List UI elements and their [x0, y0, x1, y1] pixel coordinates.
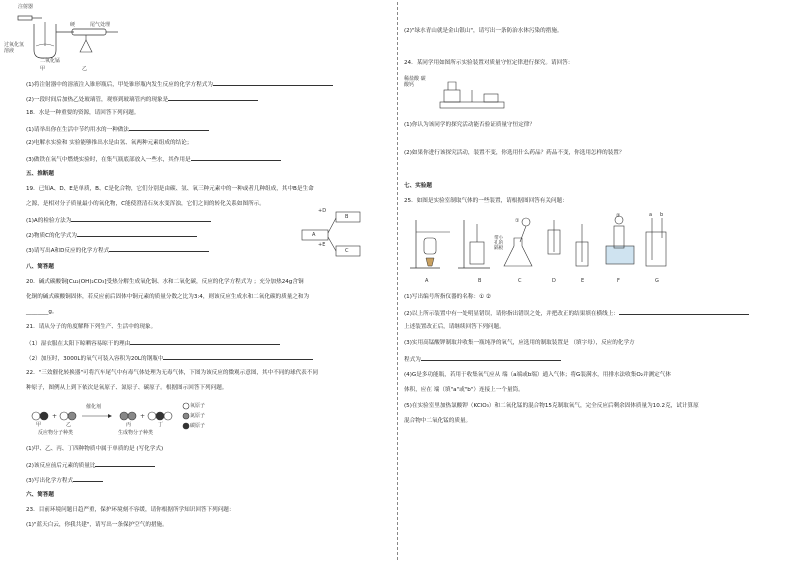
- product-caption: 生成物分子种类: [118, 430, 154, 436]
- q25-4b: 体积，应在 端（填"a"或"b"）连接上一个量筒。: [404, 387, 524, 393]
- q18-line1: (1)请举出你在生活中节约用水的一种做法: [26, 125, 209, 134]
- balance-label: 稀盐酸 碳酸钙: [404, 76, 426, 88]
- reactant-caption: 反应物分子种类: [38, 430, 74, 436]
- label-G: G: [655, 278, 659, 284]
- q25-title: 25．如图是实验室制取气体的一些装置，请根据图回答有关问题：: [404, 198, 568, 204]
- q21-b: （2）加压时，3000L的氧气可装入容积为20L的钢瓶中: [26, 354, 313, 363]
- syringe-label: 注射器: [18, 4, 34, 10]
- mno2-label: 二氧化锰: [40, 58, 61, 64]
- q22-line2: 种原子，图例从上到下依次是氧原子、氮原子、碳原子。根据图示回答下列问题。: [26, 385, 228, 391]
- q25-4: (4)G是多功能瓶，若用于收集氧气应从 端（a端或b端）通入气体；将G装满水，用排水法收集O₂并测定气体: [404, 372, 671, 378]
- q21-a: （1）湿衣服在太阳下晾晒容易晾干的理由: [26, 339, 280, 348]
- q20-line2: 化铜的碱式碳酸铜固体，若反应前后固体中铜元素的质量分数之比为3:4，则该反应生成水和二氧化碳的质量之和为: [26, 294, 310, 300]
- q25-5: (5)在实验室里加热氯酸钾（KClO₃）和二氧化锰的混合物15克制取氧气，完全反应后剩余固体质量为10.2克，试计算原: [404, 403, 699, 409]
- q24-title: 24．某同学用如图所示实验装置对质量守恒定律进行探究。请回答：: [404, 60, 574, 66]
- inference-diagram: [300, 212, 370, 254]
- gas-apparatus-figure: [410, 212, 680, 272]
- q18-title: 18．水是一种重要的资源，请回答下列问题。: [26, 110, 140, 116]
- column-divider: [397, 2, 398, 560]
- section-short-answer-1: 八、简答题: [26, 264, 54, 270]
- apparatus-note: 带小孔的隔板: [494, 236, 504, 251]
- tube-label: 硬: [70, 22, 76, 28]
- label-E: E: [581, 278, 585, 284]
- q17-line2: (2)一段时间后加热乙处玻璃管，观察到玻璃管内的现象是: [26, 95, 258, 104]
- q19-line2: 之源，是相对分子质量最小的氧化物，C能使澄清石灰水变浑浊，它们之间的转化关系如图所示。: [26, 201, 265, 207]
- q19-d: (3)请写出A和D反应的化学方程式: [26, 246, 209, 255]
- svg-text:+: +: [52, 413, 58, 420]
- q24-b: (2)如果你进行该探究活动，装置不变，你选用什么药品？药品不变，你选用怎样的装置？: [404, 150, 625, 156]
- q20-line1: 20．碱式碳酸铜[Cu₂(OH)₂CO₃]受热分解生成氧化铜、水和二氧化碳，反应的化学方程式为 ；充分加热24g含铜: [26, 279, 304, 285]
- q23-b: (2)"绿水青山就是金山银山"，请写出一条防治水体污染的措施。: [404, 28, 563, 34]
- mark-2: ②: [616, 213, 621, 219]
- label-F: F: [617, 278, 620, 284]
- balance-figure: [430, 76, 510, 116]
- q19-c: (2)物质C的化学式为: [26, 231, 197, 240]
- catalyst-label: 催化剂: [86, 404, 102, 410]
- legend-carbon: 碳原子: [190, 423, 206, 429]
- q18-line3: (3)做铁在氧气中燃烧实验时，在集气瓶底部放入一些水，其作用是: [26, 155, 281, 164]
- q22-line1: 22．"三效催化转换器"可将汽车尾气中有毒气体处理为无毒气体，下图为该反应的微观示意图，其中不同的球代表不同: [26, 370, 318, 376]
- q18-line2: (2)电解水实验和 实验能够推出水是由氢、氧两种元素组成的结论；: [26, 140, 193, 146]
- legend-oxygen: 氧原子: [190, 403, 206, 409]
- mark-a: a: [649, 212, 653, 218]
- label-D: D: [552, 278, 556, 284]
- q25-2: (2)以上所示装置中有一处明显错误，请你指出错误之处，并把改正的结果填在横线上：: [404, 309, 749, 318]
- q24-a: (1)你认为该同学的探究活动能否验证质量守恒定律？: [404, 122, 535, 128]
- label-B: B: [478, 278, 482, 284]
- q25-3: (3)实用高锰酸钾制取并收集一瓶纯净的氧气，应选用的制取装置是 （填字母），反应的化学方: [404, 340, 635, 346]
- q22-b: (2)该反应前后元素的质量比: [26, 461, 155, 470]
- ding-label: 丁: [158, 422, 164, 428]
- inf-plus-e: +E: [318, 242, 326, 248]
- q20-line3: ________g。: [26, 309, 58, 315]
- q23-a: (1)"蓝天白云，你我共建"，请写出一条保护空气的措施。: [26, 522, 168, 528]
- q22-a: (1)甲、乙、丙、丁四种物质中属于单质的是 (写化学式): [26, 446, 164, 452]
- q25-1: (1)写出编号所指仪器的名称：① ②: [404, 294, 491, 300]
- inf-plus-d: +D: [318, 208, 327, 214]
- q17-line1: (1)将注射器中的溶液注入锥形瓶后，甲处锥形瓶内发生反应的化学方程式为: [26, 80, 333, 89]
- q19-a: (1)A的检验方法为: [26, 216, 211, 225]
- label-A: A: [425, 278, 429, 284]
- oxygen-apparatus-figure: [14, 2, 144, 72]
- fig-b-label: 乙: [82, 66, 88, 72]
- inf-a: A: [312, 232, 316, 238]
- mark-b: b: [660, 212, 664, 218]
- yi-label: 乙: [66, 422, 72, 428]
- q25-2b: 上述装置改正后，请继续回答下列问题。: [404, 324, 505, 330]
- bing-label: 丙: [126, 422, 132, 428]
- section-experiment: 七、实验题: [404, 183, 432, 189]
- mark-1: ①: [515, 218, 520, 224]
- q21-title: 21．请从分子的角度解释下列生产、生活中的现象。: [26, 324, 157, 330]
- svg-text:+: +: [140, 413, 146, 420]
- q22-c: (3)写出化学方程式: [26, 476, 103, 485]
- section-short-answer-2: 六、简答题: [26, 492, 54, 498]
- inf-c: C: [345, 248, 349, 254]
- jia-label: 甲: [36, 422, 42, 428]
- fig-a-label: 甲: [40, 66, 46, 72]
- legend-nitrogen: 氮原子: [190, 413, 206, 419]
- q25-3b: 程式为: [404, 355, 561, 364]
- q19-line1: 19．已知A、D、E是单质，B、C是化合物，它们分别是由碳、氢、氧三种元素中的一种或者几种组成，其中B是生命: [26, 186, 314, 192]
- inf-b: B: [345, 214, 349, 220]
- section-inference: 五、推断题: [26, 171, 54, 177]
- tail-gas-label: 尾气处理: [90, 22, 111, 28]
- label-C: C: [518, 278, 522, 284]
- q23-title: 23．目前环境问题日趋严重，保护环境刻不容缓，请你根据所学知识回答下列问题：: [26, 507, 235, 513]
- peroxide-label: 过氧化氢溶液: [4, 42, 25, 54]
- q25-5b: 混合物中二氧化锰的质量。: [404, 418, 472, 424]
